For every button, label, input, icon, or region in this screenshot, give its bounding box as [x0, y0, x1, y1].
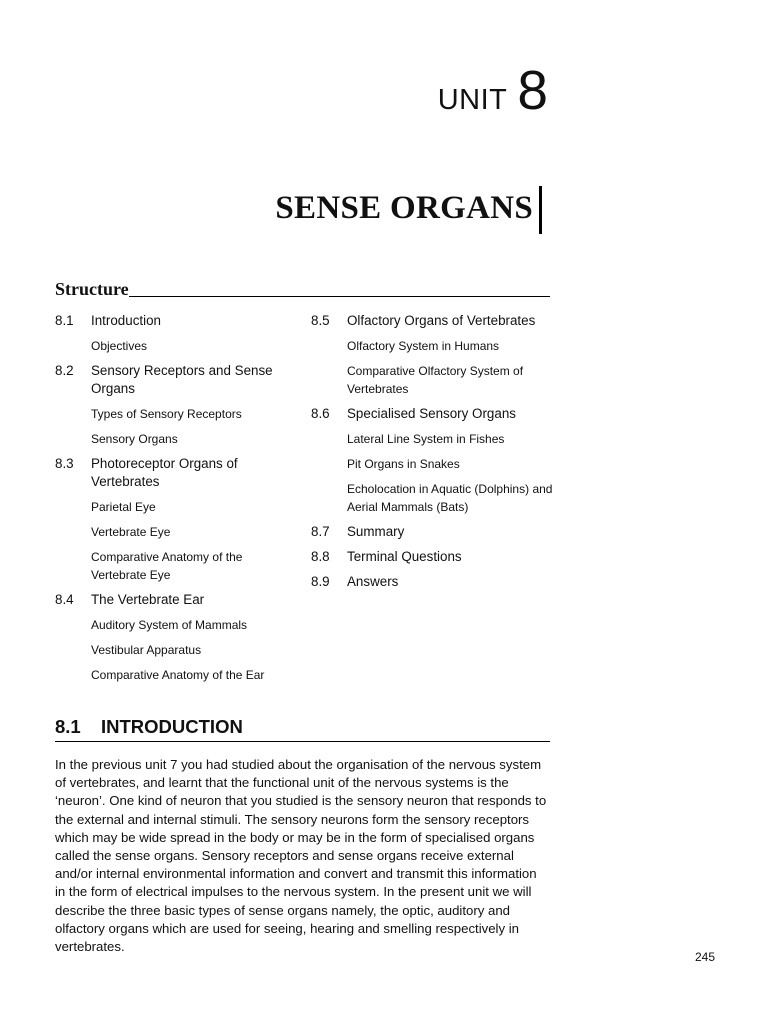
toc-entry: [311, 573, 556, 591]
toc-entry-number: 8.6: [311, 406, 330, 421]
title-divider-bar: [539, 186, 542, 234]
toc-entry-number: 8.2: [55, 363, 74, 378]
toc-subentry: Vestibular Apparatus: [91, 643, 202, 657]
toc-subentry: Parietal Eye: [91, 500, 156, 514]
toc-entry-number: 8.3: [55, 456, 74, 471]
toc-entry: [55, 362, 295, 398]
toc-entry: [55, 455, 295, 491]
toc-entry-title: Introduction: [91, 313, 161, 328]
toc-subentry: Lateral Line System in Fishes: [347, 432, 505, 446]
toc-left-column: [55, 312, 295, 691]
toc-subentry: Vertebrate Eye: [91, 525, 171, 539]
toc-subentry: Types of Sensory Receptors: [91, 407, 242, 421]
introduction-paragraph: In the previous unit 7 you had studied about the organisation of the nervous system of vertebrates, and learnt that the functional unit of the nervous systems is the ‘neuron’. One kind of neuron that you studied is the sensory neuron that responds to the external and internal stimuli. The sensory neurons form the sensory receptors which may be wide spread in the body or may be in the form of specialised organs called the sense organs. Sensory receptors and sense organs receive external and/or internal environmental information and convert and transmit this information in the form of electrical impulses to the nervous system. In the present unit we will describe the three basic types of sense organs namely, the optic, auditory and olfactory organs which are used for seeing, hearing and smelling respectively in vertebrates.: [55, 757, 547, 955]
toc-entry-number: 8.4: [55, 592, 74, 607]
toc-subentry: Comparative Anatomy of the Ear: [91, 668, 265, 682]
toc-subentry: Objectives: [91, 339, 148, 353]
toc-entry-number: 8.1: [55, 313, 74, 328]
toc-subentry: Auditory System of Mammals: [91, 618, 248, 632]
toc-entry-title: Summary: [347, 524, 405, 539]
toc-entry: [311, 312, 556, 330]
unit-number: 8: [517, 59, 548, 121]
toc-entry-number: 8.9: [311, 574, 330, 589]
structure-rule: [129, 296, 550, 297]
structure-heading: [55, 278, 550, 300]
section-heading: [55, 716, 550, 742]
toc-subentry: Echolocation in Aquatic (Dolphins) and Aerial Mammals (Bats): [347, 482, 553, 514]
structure-label: Structure: [55, 279, 129, 299]
toc-entry-title: Photoreceptor Organs of Vertebrates: [91, 456, 238, 489]
unit-title-block: [275, 186, 542, 234]
toc-entry-title: Sensory Receptors and Sense Organs: [91, 363, 273, 396]
toc-subentry: Comparative Anatomy of the Vertebrate Eye: [91, 550, 243, 582]
toc-entry: [311, 523, 556, 541]
toc-entry-title: The Vertebrate Ear: [91, 592, 205, 607]
toc-subentry: Sensory Organs: [91, 432, 178, 446]
toc-entry: [311, 548, 556, 566]
toc-right-column: [311, 312, 556, 598]
section-number: 8.1: [55, 716, 81, 737]
toc-entry-title: Answers: [347, 574, 399, 589]
toc-entry: [55, 591, 295, 609]
page-number: 245: [694, 950, 715, 964]
unit-heading: [438, 58, 548, 122]
unit-label: UNIT: [437, 84, 508, 116]
toc-subentry: Olfactory System in Humans: [347, 339, 500, 353]
toc-subentry: Pit Organs in Snakes: [347, 457, 460, 471]
toc-entry-number: 8.8: [311, 549, 330, 564]
toc-entry-title: Specialised Sensory Organs: [347, 406, 516, 421]
toc-subentry: Comparative Olfactory System of Vertebrates: [347, 364, 524, 396]
toc-entry-number: 8.5: [311, 313, 330, 328]
toc-entry-title: Olfactory Organs of Vertebrates: [347, 313, 536, 328]
toc-entry-title: Terminal Questions: [347, 549, 462, 564]
toc-entry-number: 8.7: [311, 524, 330, 539]
toc-entry: [55, 312, 295, 330]
toc-entry: [311, 405, 556, 423]
unit-title: SENSE ORGANS: [275, 190, 533, 226]
section-title: INTRODUCTION: [101, 716, 243, 737]
